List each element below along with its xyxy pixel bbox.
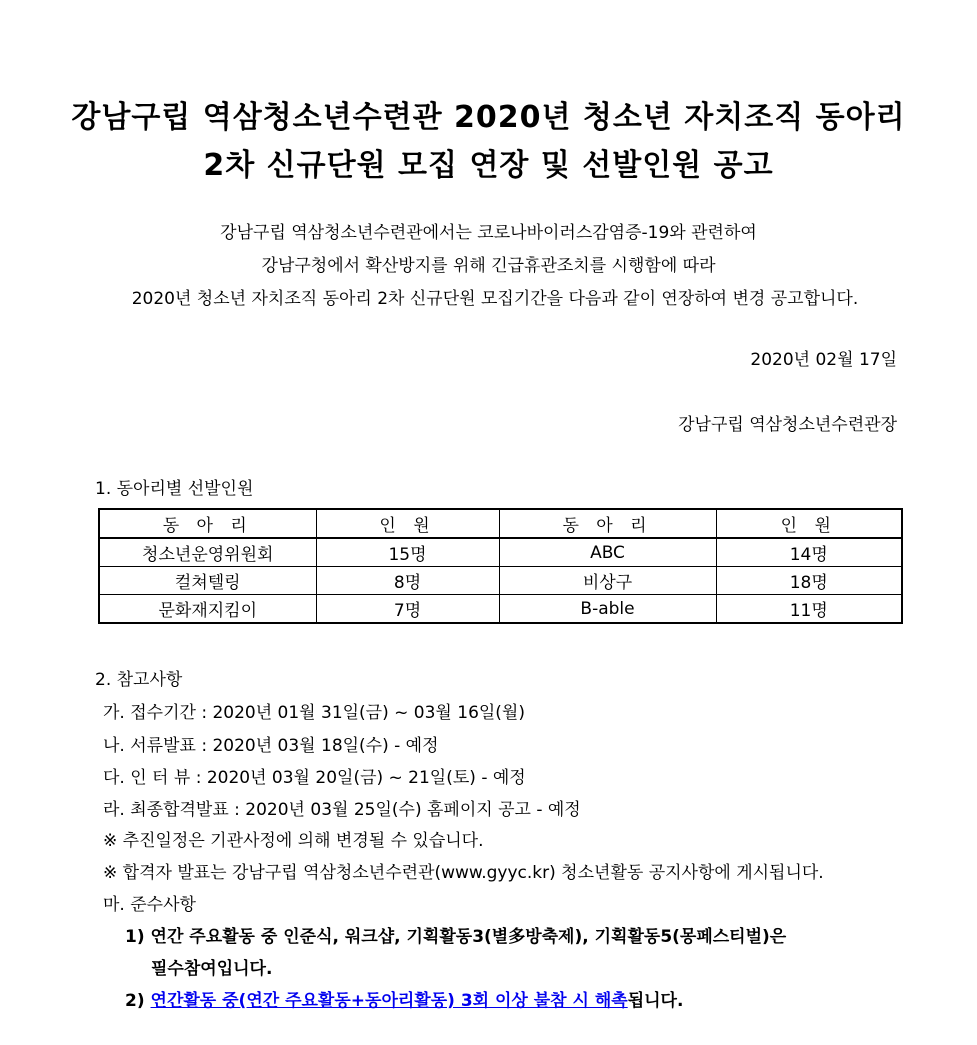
club-count: 7명 xyxy=(316,595,499,624)
club-count: 15명 xyxy=(316,538,499,567)
club-count: 14명 xyxy=(716,538,902,567)
header-count-1: 인 원 xyxy=(316,509,499,538)
schedule-interview: 다. 인 터 뷰 : 2020년 03월 20일(금) ~ 21일(토) - 예정 xyxy=(103,768,526,788)
schedule-final-result: 라. 최종합격발표 : 2020년 03월 25일(수) 홈페이지 공고 - 예정 xyxy=(103,800,581,820)
note-schedule-change: ※ 추진일정은 기관사정에 의해 변경될 수 있습니다. xyxy=(103,831,484,851)
rule-2-tail: 됩니다. xyxy=(627,991,684,1011)
club-name: B-able xyxy=(499,595,716,624)
rule-1-line-2: 필수참여입니다. xyxy=(151,959,273,979)
table-row xyxy=(99,595,902,624)
club-count: 18명 xyxy=(716,567,902,595)
club-members-table xyxy=(98,508,903,624)
schedule-application: 가. 접수기간 : 2020년 01월 31일(금) ~ 03월 16일(월) xyxy=(103,703,525,723)
club-count: 8명 xyxy=(316,567,499,595)
notice-date: 2020년 02월 17일 xyxy=(750,350,897,370)
table-header-row xyxy=(99,509,902,538)
rules-heading: 마. 준수사항 xyxy=(103,895,196,915)
rule-2-link[interactable]: 연간활동 중(연간 주요활동+동아리활동) 3회 이상 불참 시 해촉 xyxy=(150,991,628,1011)
table-row xyxy=(99,567,902,595)
club-count: 11명 xyxy=(716,595,902,624)
club-name: 컬쳐텔링 xyxy=(99,567,316,595)
club-name: 청소년운영위원회 xyxy=(99,538,316,567)
club-name: 비상구 xyxy=(499,567,716,595)
rule-2-number: 2) xyxy=(125,991,145,1011)
notice-signer: 강남구립 역삼청소년수련관장 xyxy=(678,415,897,435)
intro-line-1: 강남구립 역삼청소년수련관에서는 코로나바이러스감염증-19와 관련하여 xyxy=(220,223,757,243)
header-club-2: 동 아 리 xyxy=(499,509,716,538)
section-1-heading: 1. 동아리별 선발인원 xyxy=(95,479,254,499)
header-club-1: 동 아 리 xyxy=(99,509,316,538)
header-count-2: 인 원 xyxy=(716,509,902,538)
intro-line-2: 강남구청에서 확산방지를 위해 긴급휴관조치를 시행함에 따라 xyxy=(261,256,716,276)
section-2-heading: 2. 참고사항 xyxy=(95,670,183,690)
title-line-2: 2차 신규단원 모집 연장 및 선발인원 공고 xyxy=(203,148,774,183)
intro-line-3: 2020년 청소년 자치조직 동아리 2차 신규단원 모집기간을 다음과 같이 연장하여 변경 공고합니다. xyxy=(131,289,859,309)
club-name: ABC xyxy=(499,538,716,567)
schedule-document-result: 나. 서류발표 : 2020년 03월 18일(수) - 예정 xyxy=(103,736,439,756)
rule-2 xyxy=(125,986,683,1011)
club-name: 문화재지킴이 xyxy=(99,595,316,624)
note-result-announcement: ※ 합격자 발표는 강남구립 역삼청소년수련관(www.gyyc.kr) 청소년활동 공지사항에 게시됩니다. xyxy=(103,863,824,883)
title-line-1: 강남구립 역삼청소년수련관 2020년 청소년 자치조직 동아리 xyxy=(71,100,906,135)
rule-1-line-1: 1) 연간 주요활동 중 인준식, 워크샵, 기획활동3(별多방축제), 기획활동5(몽페스티벌)은 xyxy=(125,927,787,947)
table-row xyxy=(99,538,902,567)
